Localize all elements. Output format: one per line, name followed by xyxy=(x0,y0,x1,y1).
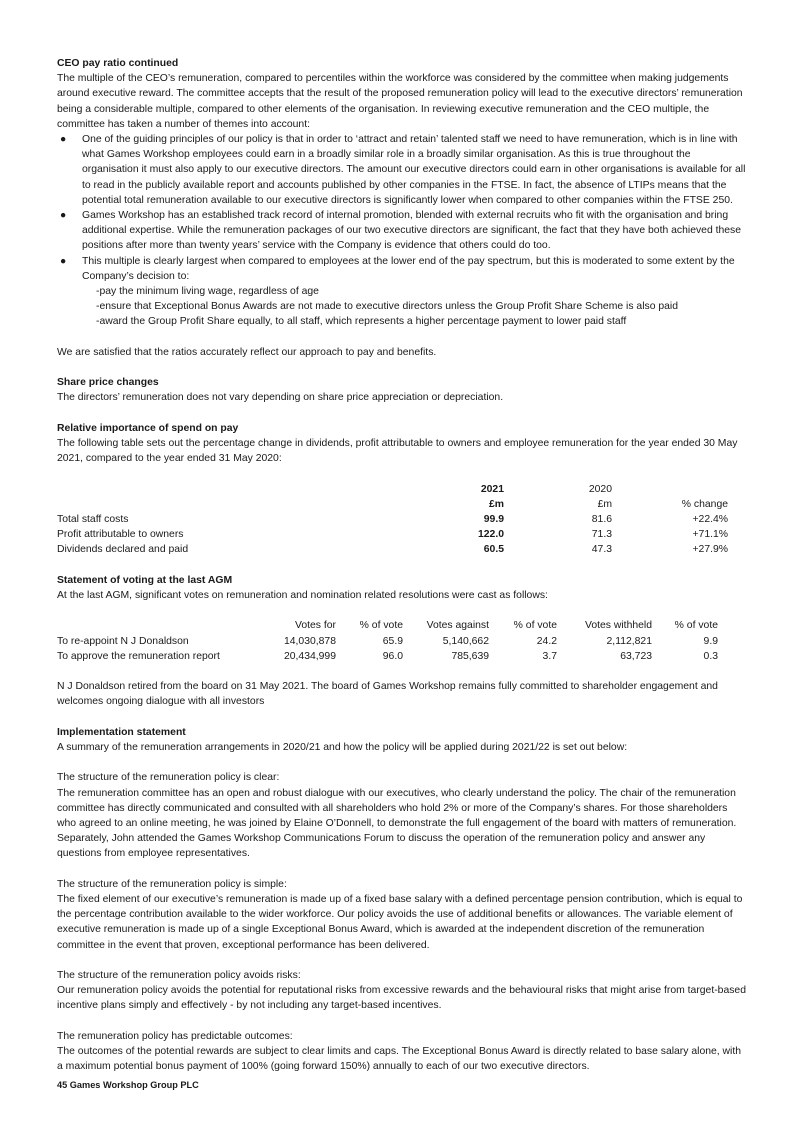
ceo-pay-bullets xyxy=(57,132,747,284)
section-body: The remuneration committee has an open and robust dialogue with our executives, who clearly understand the policy. The chair of the remuneration committee has directly communicated and consulted with all shareholders who hold 2% or more of the Company’s shares. For those shareholders who agreed to an online meeting, he was joined by Elaine O’Donnell, to demonstrate the full engagement of the board with matters of remuneration. Separately, John attended the Games Workshop Communications Forum to discuss the operation of the remuneration policy and answer any questions from employee representatives. xyxy=(57,787,737,860)
list-item: ● This multiple is clearly largest when compared to employees at the lower end of the pay spectrum, but this is moderated to some extent by the Company’s decision to: xyxy=(60,255,735,282)
column-header: % of vote xyxy=(359,620,403,632)
ceo-pay-conclusion: We are satisfied that the ratios accurately reflect our approach to pay and benefits. xyxy=(57,346,437,358)
spend-on-pay-text: The following table sets out the percentage change in dividends, profit attributable to owners and employee remuneration for the year ended 30 May 2021, compared to the year ended 31 May 2020: xyxy=(57,438,738,465)
column-unit: £m xyxy=(597,498,612,510)
voting-heading: Statement of voting at the last AGM xyxy=(57,574,233,586)
column-header: 2021 xyxy=(480,483,504,495)
section-title: The remuneration policy has predictable outcomes: xyxy=(57,1030,293,1042)
sub-item: -ensure that Exceptional Bonus Awards are not made to executive directors unless the Group Profit Share Scheme is also paid xyxy=(96,301,679,313)
spend-on-pay-table xyxy=(57,482,728,558)
table-row: To re-appoint N J Donaldson 14,030,878 65.9 5,140,662 24.2 2,112,821 9.9 xyxy=(57,635,718,647)
bullet-icon: ● xyxy=(60,210,67,222)
section-body: The outcomes of the potential rewards are subject to clear limits and caps. The Exceptional Bonus Award is directly related to base salary alone, with a maximum potential bonus payment of 100% (going forward 150%) annually to each of our two executive directors. xyxy=(57,1046,742,1073)
bullet-icon: ● xyxy=(60,134,67,146)
list-item: ● Games Workshop has an established track record of internal promotion, blended with external recruits who fit with the organisation and bring additional expertise. While the remuneration packages of our two executive directors are significant, the fact that they have both achieved these positions after more than twenty years’ service with the Company is evidence that others could do too. xyxy=(60,210,742,252)
table-row: Profit attributable to owners 122.0 71.3 +71.1% xyxy=(57,529,728,541)
table-row: Total staff costs 99.9 81.6 +22.4% xyxy=(57,514,728,526)
section-body: Our remuneration policy avoids the potential for reputational risks from excessive rewards and the behavioural risks that might arise from target-based incentive plans simply and effectively - by not including any target-based incentives. xyxy=(57,985,746,1012)
ceo-pay-intro: The multiple of the CEO’s remuneration, compared to percentiles within the workforce was considered by the committee when making judgements around executive reward. The committee accepts that the result of the proposed remuneration policy will lead to the executive directors’ remuneration being a considerable multiple, compared to other elements of the organisation. In reviewing executive remuneration and the CEO multiple, the committee has taken a number of themes into account: xyxy=(57,73,743,130)
implementation-heading: Implementation statement xyxy=(57,726,186,738)
share-price-text: The directors’ remuneration does not vary depending on share price appreciation or depreciation. xyxy=(57,392,504,404)
column-header: % of vote xyxy=(674,620,718,632)
list-item: ● One of the guiding principles of our policy is that in order to ‘attract and retain’ talented staff we need to have remuneration, which is in line with what Games Workshop employees could earn in a broadly similar role in a broadly similar organisation. As this is true throughout the organisation it must also apply to our executive directors. The amount our executive directors could earn in other organisations is available for all to read in the publicly available report and accounts published by other companies in the FTSE. In fact, the absence of LTIPs means that the potential total remuneration available to our executive directors is significantly lower when compared to other companies within the FTSE 250. xyxy=(60,134,746,206)
table-row: Dividends declared and paid 60.5 47.3 +27.9% xyxy=(57,544,728,556)
bullet-icon: ● xyxy=(60,255,67,267)
document-page xyxy=(57,56,747,1074)
column-header: % change xyxy=(681,498,728,510)
table-header-row xyxy=(57,497,728,512)
sub-item: -award the Group Profit Share equally, to all staff, which represents a higher percentage payment to lower paid staff xyxy=(96,316,627,328)
column-header: 2020 xyxy=(588,483,612,495)
voting-note: N J Donaldson retired from the board on 31 May 2021. The board of Games Workshop remains fully committed to shareholder engagement and welcomes ongoing dialogue with all investors xyxy=(57,681,718,708)
share-price-heading: Share price changes xyxy=(57,377,159,389)
column-unit: £m xyxy=(488,498,504,510)
voting-table xyxy=(57,618,718,664)
implementation-intro: A summary of the remuneration arrangements in 2020/21 and how the policy will be applied during 2021/22 is set out below: xyxy=(57,742,628,754)
column-header: Votes for xyxy=(294,620,336,632)
section-title: The structure of the remuneration policy avoids risks: xyxy=(57,970,301,982)
sub-item: -pay the minimum living wage, regardless of age xyxy=(96,286,319,298)
table-row: To approve the remuneration report 20,434,999 96.0 785,639 3.7 63,723 0.3 xyxy=(57,650,718,662)
voting-text: At the last AGM, significant votes on remuneration and nomination related resolutions were cast as follows: xyxy=(57,590,548,602)
column-header: % of vote xyxy=(513,620,557,632)
spend-on-pay-heading: Relative importance of spend on pay xyxy=(57,422,239,434)
page-footer: 45 Games Workshop Group PLC xyxy=(57,1080,199,1090)
ceo-pay-heading: CEO pay ratio continued xyxy=(57,58,179,69)
section-title: The structure of the remuneration policy is simple: xyxy=(57,878,287,890)
table-header-row xyxy=(57,482,728,497)
section-title: The structure of the remuneration policy is clear: xyxy=(57,772,280,784)
table-header-row xyxy=(57,618,718,633)
section-body: The fixed element of our executive’s remuneration is made up of a fixed base salary with a defined percentage pension contribution, which is equal to the percentage contribution available to the wider workforce. Our policy avoids the use of additional benefits or allowances. The variable element of executive remuneration is made up of a single Exceptional Bonus Award, which is awarded at the independent discretion of the remuneration committee in the event that proven, exceptional performance has been delivered. xyxy=(57,894,743,951)
column-header: Votes against xyxy=(426,620,489,632)
column-header: Votes withheld xyxy=(584,620,652,632)
